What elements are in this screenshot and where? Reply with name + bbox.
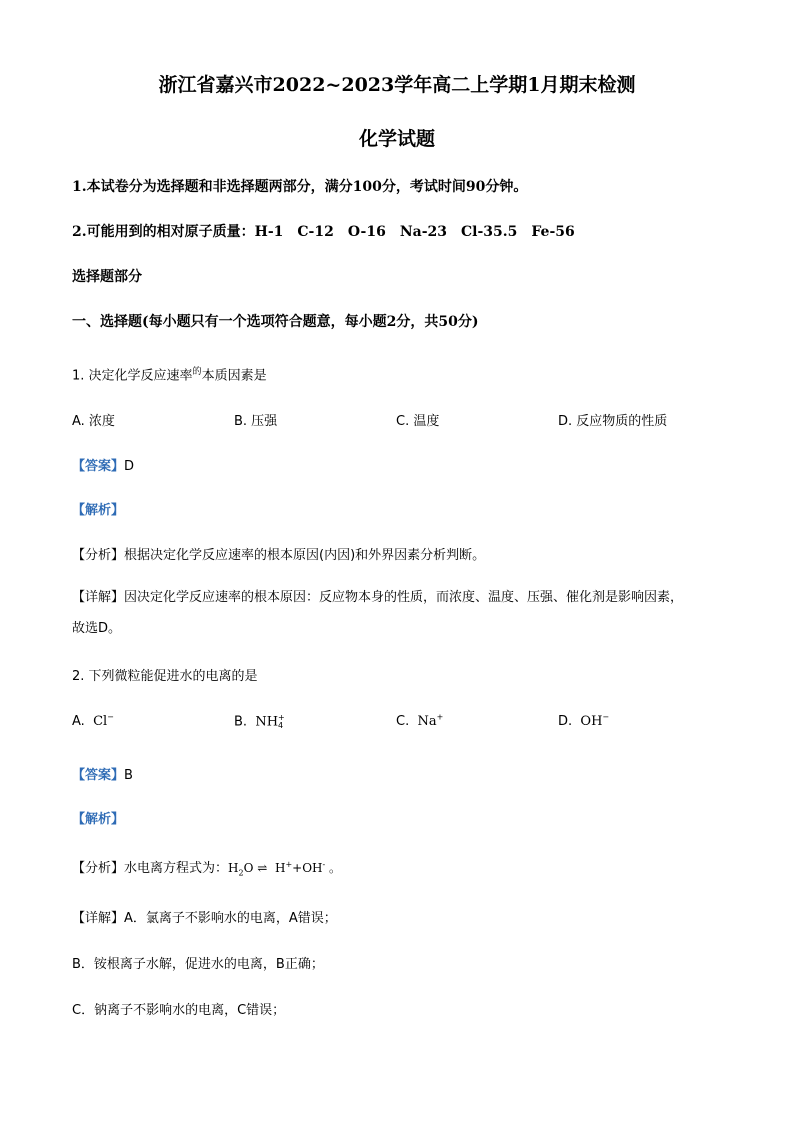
q1-xiangjie-text-1: 因决定化学反应速率的根本原因：反应物本身的性质，而浓度、温度、压强、催化剂是影响因素， bbox=[124, 590, 684, 605]
q1-option-d: D. 反应物质的性质 bbox=[558, 414, 668, 429]
section-part: 选择题部分 bbox=[72, 269, 142, 285]
q1-xiangjie bbox=[72, 582, 732, 644]
q2-option-d-charge: − bbox=[602, 712, 610, 722]
note-2: 2.可能用到的相对原子质量：H-1 C-12 O-16 Na-23 Cl-35.5 Fe-56 bbox=[72, 224, 575, 240]
q2-line-b: B．铵根离子水解，促进水的电离，B正确； bbox=[72, 957, 324, 972]
eq-end: 。 bbox=[329, 861, 342, 875]
exam-title: 浙江省嘉兴市2022~2023学年高二上学期1月期末检测 bbox=[158, 74, 636, 96]
q2-option-b bbox=[234, 714, 285, 730]
q2-jiexi-tag: 【解析】 bbox=[72, 812, 125, 827]
q2-answer-value: B bbox=[124, 768, 133, 783]
q1-stem-glyph: 的 bbox=[192, 367, 202, 377]
equilibrium-arrow-icon: ⇌ bbox=[257, 861, 268, 875]
q2-option-d-formula: OH bbox=[580, 714, 603, 729]
q2-jiexi bbox=[72, 808, 124, 827]
q1-xiangjie-line-1 bbox=[72, 582, 732, 613]
q2-fenxi-text: 水电离方程式为： bbox=[124, 861, 229, 876]
q1-fenxi-tag: 【分析】 bbox=[72, 548, 125, 563]
q2-option-c-label: C. bbox=[396, 714, 410, 729]
q2-fenxi-tag: 【分析】 bbox=[72, 861, 125, 876]
section-heading: 一、选择题(每小题只有一个选项符合题意，每小题2分，共50分) bbox=[72, 314, 479, 330]
q2-line-a: A．氯离子不影响水的电离，A错误； bbox=[124, 911, 337, 926]
q2-line-c: C．钠离子不影响水的电离，C错误； bbox=[72, 1003, 286, 1018]
q2-option-b-label: B. bbox=[234, 714, 248, 730]
q1-stem-b: 本质因素是 bbox=[201, 368, 267, 384]
q2-xiangjie-a bbox=[72, 907, 337, 926]
q2-option-d bbox=[558, 714, 609, 729]
q1-jiexi bbox=[72, 499, 124, 518]
q1-fenxi-text: 根据决定化学反应速率的根本原因(内因)和外界因素分析判断。 bbox=[124, 548, 486, 563]
eq-sub-2: 2 bbox=[238, 868, 244, 878]
q1-fenxi bbox=[72, 544, 485, 563]
q1-jiexi-tag: 【解析】 bbox=[72, 503, 125, 518]
eq-h: H bbox=[228, 861, 239, 875]
q2-option-b-charge: + bbox=[278, 713, 285, 722]
q2-option-c-charge: + bbox=[436, 712, 444, 722]
q2-option-a-formula: Cl bbox=[93, 714, 108, 729]
q2-answer-tag: 【答案】 bbox=[72, 768, 125, 783]
q2-option-a-label: A. bbox=[72, 714, 85, 729]
exam-subtitle: 化学试题 bbox=[358, 128, 435, 150]
q2-fenxi bbox=[72, 857, 341, 876]
q2-answer bbox=[72, 764, 133, 783]
q1-stem bbox=[72, 364, 267, 383]
q2-option-b-formula: NH bbox=[255, 714, 279, 730]
q2-option-a-charge: − bbox=[107, 712, 114, 722]
q2-option-a bbox=[72, 714, 114, 729]
eq-minus-sup: - bbox=[322, 860, 326, 869]
eq-plus-oh: +OH bbox=[292, 861, 323, 875]
q2-option-d-label: D. bbox=[558, 714, 573, 729]
note-1: 1.本试卷分为选择题和非选择题两部分，满分100分，考试时间90分钟。 bbox=[72, 179, 528, 195]
q2-option-b-subscript: 4 bbox=[278, 721, 284, 730]
eq-plus-sup: + bbox=[285, 860, 293, 869]
q2-option-c-formula: Na bbox=[417, 714, 437, 729]
q1-answer-value: D bbox=[124, 459, 135, 474]
eq-rhs-h: H bbox=[274, 861, 286, 875]
q1-stem-a: 1. 决定化学反应速率 bbox=[72, 368, 193, 384]
q2-xiangjie-tag: 【详解】 bbox=[72, 911, 125, 926]
q1-xiangjie-line-2: 故选D。 bbox=[72, 621, 122, 636]
q1-option-a: A. 浓度 bbox=[72, 414, 115, 429]
q1-option-b: B. 压强 bbox=[234, 414, 278, 429]
q2-option-c bbox=[396, 714, 443, 729]
q1-answer bbox=[72, 455, 134, 474]
q2-stem: 2. 下列微粒能促进水的电离的是 bbox=[72, 669, 258, 684]
q2-equation bbox=[228, 860, 342, 878]
eq-o: O bbox=[243, 861, 254, 875]
q1-xiangjie-tag: 【详解】 bbox=[72, 590, 125, 605]
q1-option-c: C. 温度 bbox=[396, 414, 440, 429]
q1-answer-tag: 【答案】 bbox=[72, 459, 125, 474]
